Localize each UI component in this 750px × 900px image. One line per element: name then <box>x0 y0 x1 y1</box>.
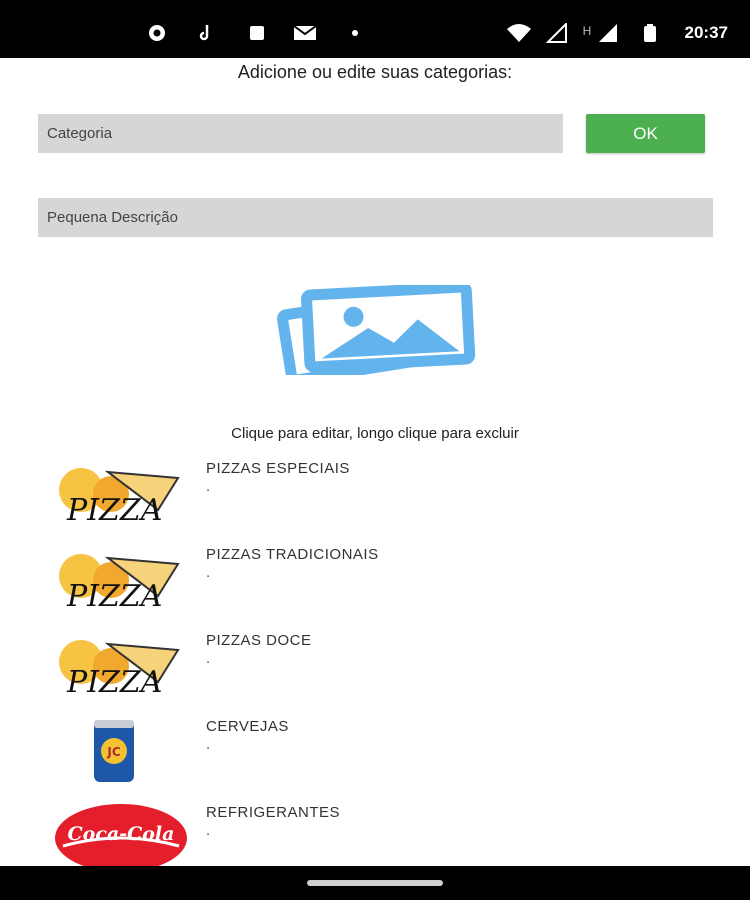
mail-icon <box>292 22 318 44</box>
beer-logo-text: JC <box>107 745 121 759</box>
dot-icon <box>348 22 362 44</box>
category-description: . <box>206 564 211 581</box>
page-heading: Adicione ou edite suas categorias: <box>237 62 513 82</box>
pizza-logo-thumbnail <box>53 550 189 612</box>
wifi-icon <box>505 22 533 44</box>
home-gesture-handle[interactable] <box>307 880 443 886</box>
battery-icon <box>640 22 660 44</box>
hint-text: Clique para editar, longo clique para excluir <box>231 425 519 442</box>
image-picker-icon[interactable] <box>268 285 482 375</box>
pizza-logo-text: PIZZA <box>67 665 163 698</box>
category-name: REFRIGERANTES <box>206 804 341 821</box>
ok-button[interactable]: OK <box>586 114 705 153</box>
category-description: . <box>206 736 211 753</box>
category-description: . <box>206 650 211 667</box>
category-description: . <box>206 822 211 839</box>
file-icon <box>246 22 268 44</box>
category-name: CERVEJAS <box>206 718 289 735</box>
pizza-logo-thumbnail <box>53 464 189 526</box>
tiktok-icon <box>196 22 216 44</box>
navigation-bar <box>0 866 750 900</box>
category-description: . <box>206 478 211 495</box>
coca-cola-thumbnail <box>53 802 189 868</box>
coca-cola-logo-text: Coca-Cola <box>67 823 175 845</box>
category-input[interactable]: Categoria <box>38 114 563 153</box>
category-item-cervejas[interactable] <box>0 716 750 802</box>
category-name: PIZZAS TRADICIONAIS <box>206 546 379 563</box>
category-item-pizzas-doce[interactable] <box>0 630 750 716</box>
status-time: 20:37 <box>684 23 728 42</box>
description-input[interactable]: Pequena Descrição <box>38 198 713 237</box>
pizza-logo-text: PIZZA <box>67 493 163 526</box>
chrome-icon <box>145 22 169 44</box>
category-name: PIZZAS DOCE <box>206 632 312 649</box>
status-bar <box>0 0 750 58</box>
pizza-logo-thumbnail <box>53 636 189 698</box>
category-name: PIZZAS ESPECIAIS <box>206 460 350 477</box>
signal-icon <box>545 22 569 44</box>
network-type-label: H <box>582 24 592 38</box>
beer-can-thumbnail <box>53 718 189 784</box>
pizza-logo-text: PIZZA <box>67 579 163 612</box>
category-item-pizzas-tradicionais[interactable] <box>0 544 750 630</box>
signal-icon <box>596 22 620 44</box>
category-item-pizzas-especiais[interactable] <box>0 458 750 544</box>
